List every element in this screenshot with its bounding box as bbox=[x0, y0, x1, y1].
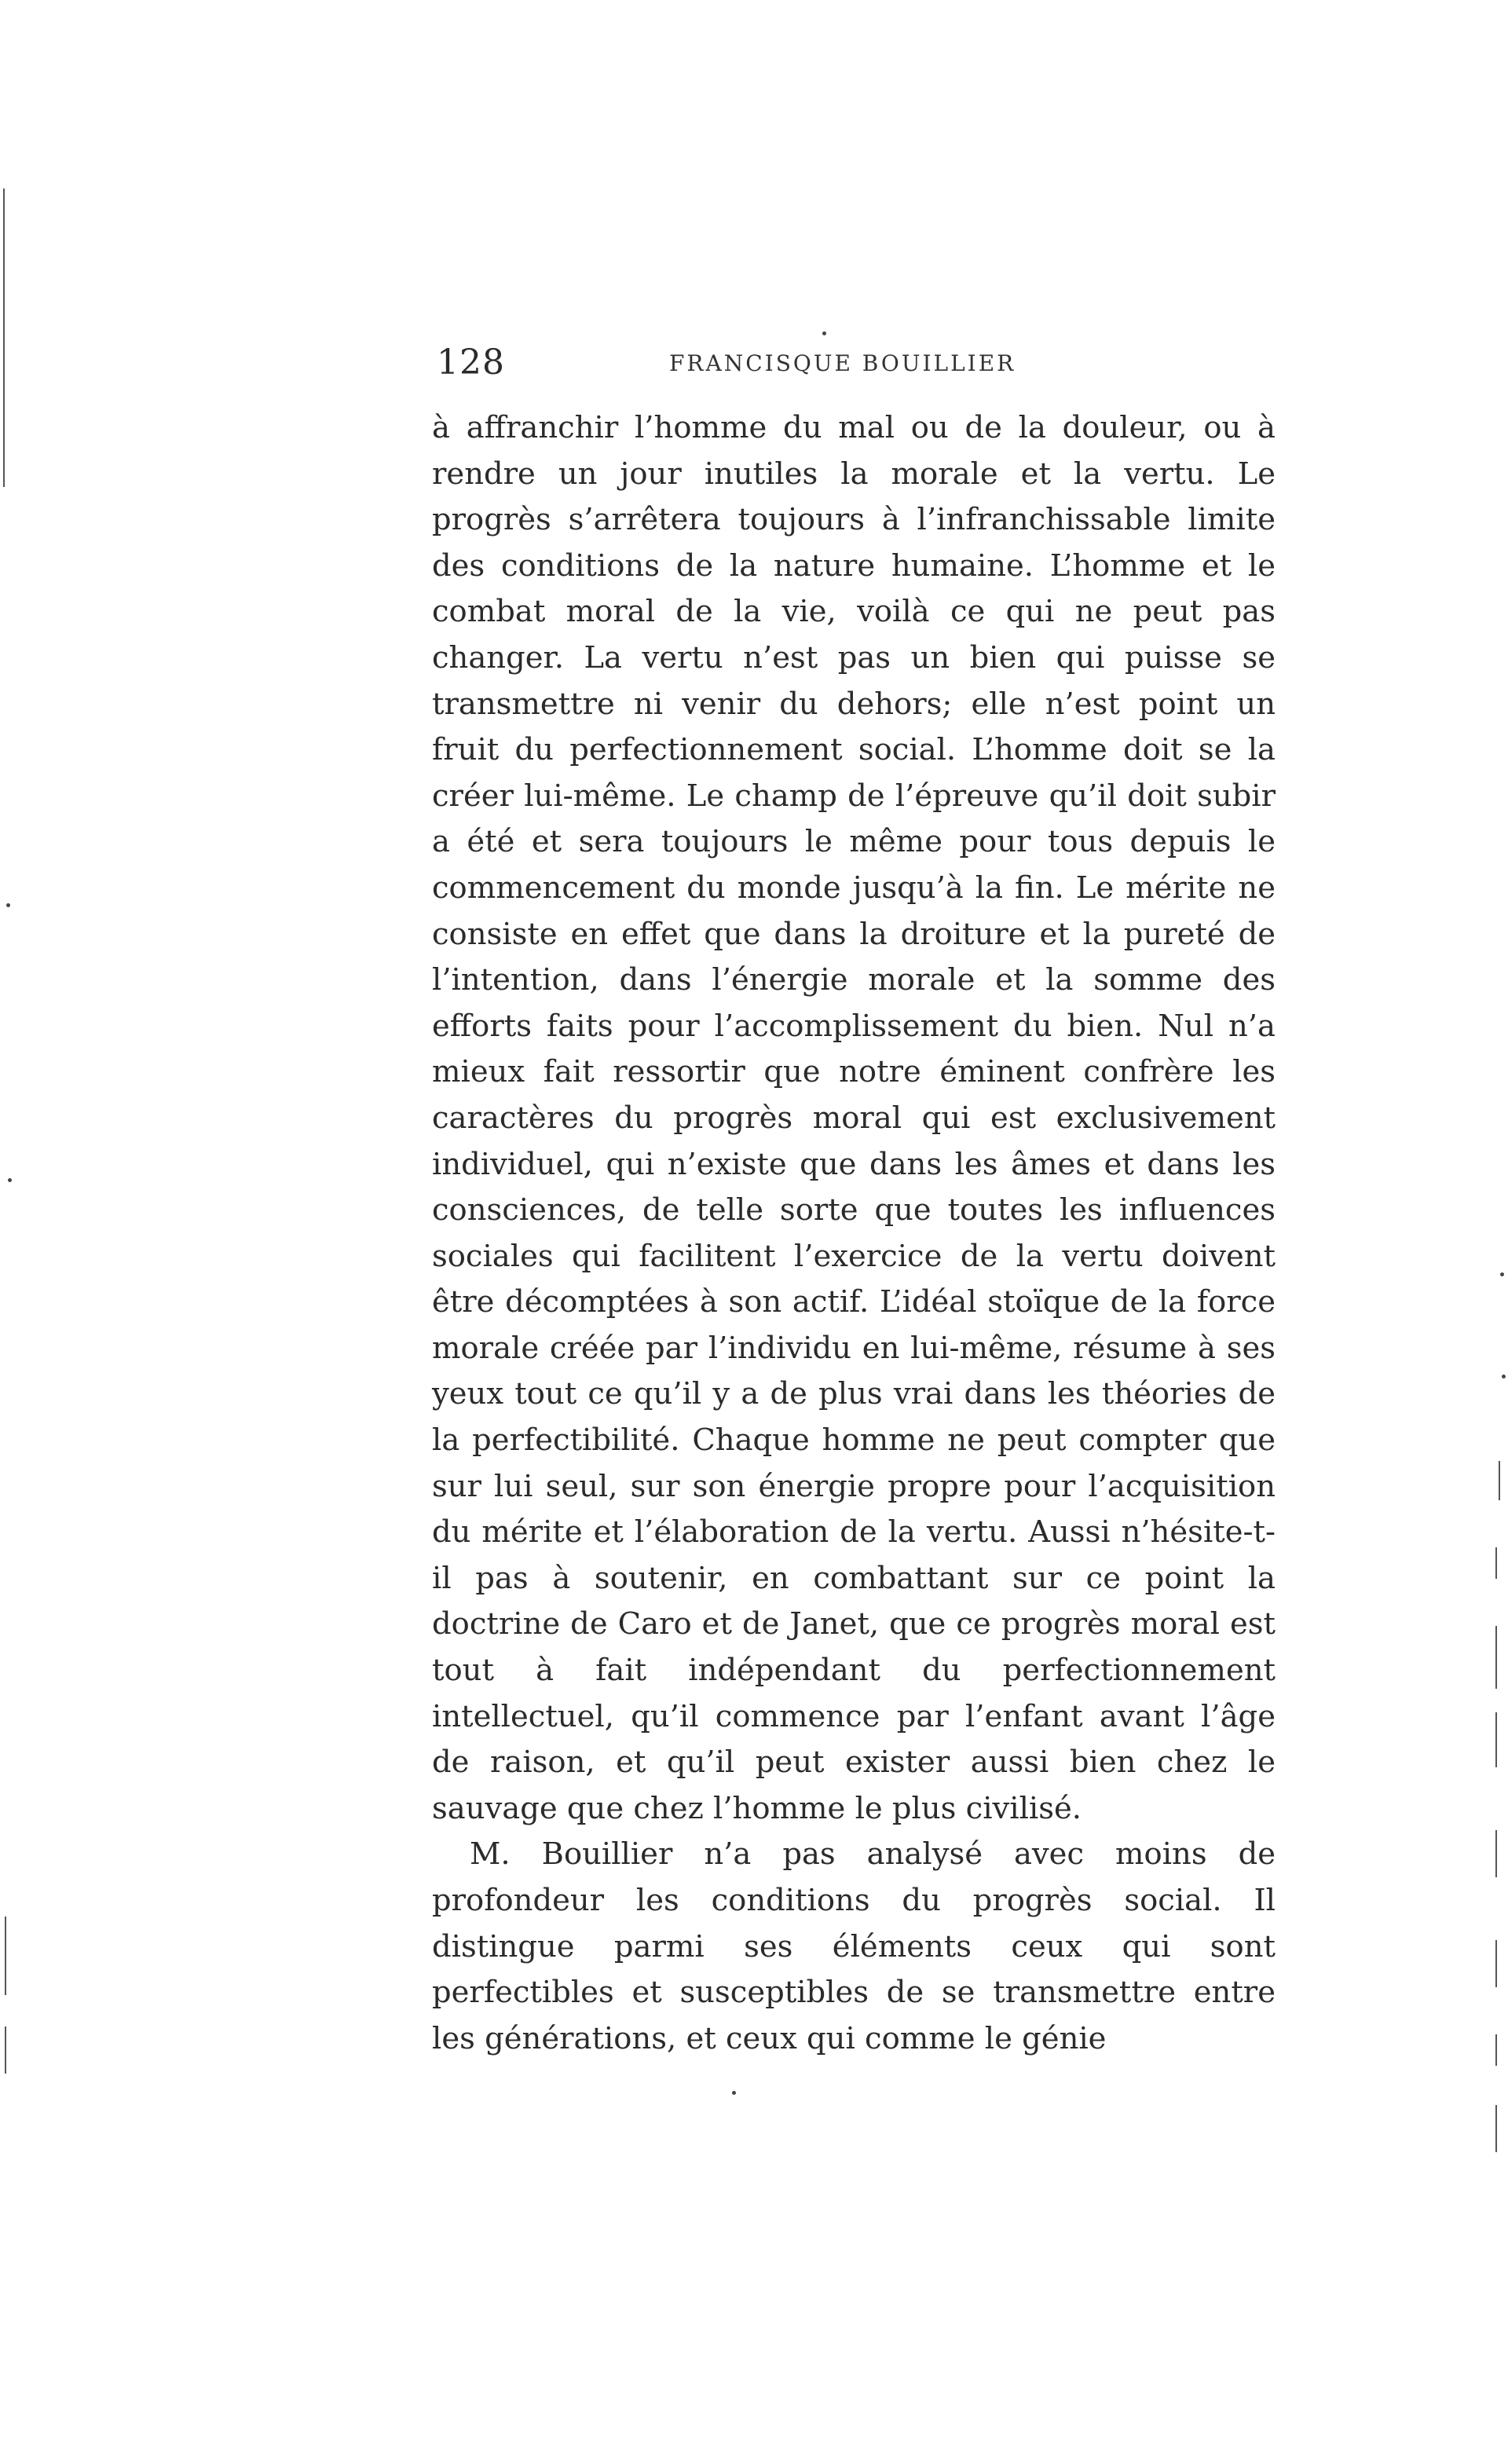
scan-edge-line-right-8 bbox=[1495, 2105, 1497, 2152]
page-header bbox=[437, 342, 1272, 390]
scan-dot-right-1 bbox=[1500, 1272, 1504, 1276]
paragraph-bouillier: M. Bouillier n’a pas analysé avec moins de profondeur les conditions du progrès social. Il distingue parmi ses éléments ceux qui sont perfectibles et susceptibles de se transmettre entre les générations, et ceux qui comme le génie bbox=[432, 1836, 1276, 2056]
scan-dot-top bbox=[822, 331, 826, 335]
scan-dot-left-1 bbox=[6, 903, 10, 907]
scan-dot-left-2 bbox=[8, 1178, 12, 1182]
paragraph-continuation: à affranchir l’homme du mal ou de la douleur, ou à rendre un jour inutiles la morale et la vertu. Le progrès s’arrêtera toujours à l’infranchissable limite des conditions de la nature humaine. L’homme et le combat moral de la vie, voilà ce qui ne peut pas changer. La vertu n’est pas un bien qui puisse se transmettre ni venir du dehors; elle n’est point un fruit du perfectionnement social. L’homme doit se la créer lui-même. Le champ de l’épreuve qu’il doit subir a été et sera toujours le même pour tous depuis le commencement du monde jusqu’à la fin. Le mérite ne consiste en effet que dans la droiture et la pureté de l’intention, dans l’énergie morale et la somme des efforts faits pour l’accomplissement du bien. Nul n’a mieux fait ressortir que notre éminent confrère les caractères du progrès moral qui est exclusivement individuel, qui n’existe que dans les âmes et dans les consciences, de telle sorte que toutes les influences sociales qui facilitent l’exercice de la vertu doivent être décomptées à son actif. L’idéal stoïque de la force morale créée par l’individu en lui-même, résume à ses yeux tout ce qu’il y a de plus vrai dans les théories de la perfectibilité. Chaque homme ne peut compter que sur lui seul, sur son énergie propre pour l’acquisition du mérite et l’élaboration de la vertu. Aussi n’hésite-t-il pas à soutenir, en combattant sur ce point la doctrine de Caro et de Janet, que ce progrès moral est tout à fait indépendant du perfectionnement intellectuel, qu’il commence par l’enfant avant l’âge de raison, et qu’il peut exister aussi bien chez le sauvage que chez l’homme le plus civilisé. bbox=[432, 410, 1276, 1826]
scan-edge-line-right-4 bbox=[1495, 1712, 1497, 1767]
scan-edge-line-right-3 bbox=[1495, 1626, 1497, 1689]
scan-dot-right-2 bbox=[1502, 1375, 1506, 1378]
scan-edge-line-left bbox=[3, 189, 5, 487]
scan-edge-line-right-6 bbox=[1495, 1940, 1497, 1987]
scan-edge-line-right-5 bbox=[1495, 1830, 1497, 1877]
scan-edge-line-left-bottom bbox=[5, 2026, 6, 2074]
running-head: FRANCISQUE BOUILLIER bbox=[669, 350, 1016, 376]
scan-edge-line-left-lower bbox=[5, 1917, 6, 1995]
scan-dot-bottom bbox=[732, 2091, 736, 2095]
body-text bbox=[432, 405, 1276, 2062]
scan-edge-line-right-1 bbox=[1499, 1461, 1500, 1500]
scan-edge-line-right-2 bbox=[1495, 1547, 1497, 1579]
scan-edge-line-right-7 bbox=[1495, 2034, 1497, 2066]
page-number: 128 bbox=[437, 342, 505, 383]
